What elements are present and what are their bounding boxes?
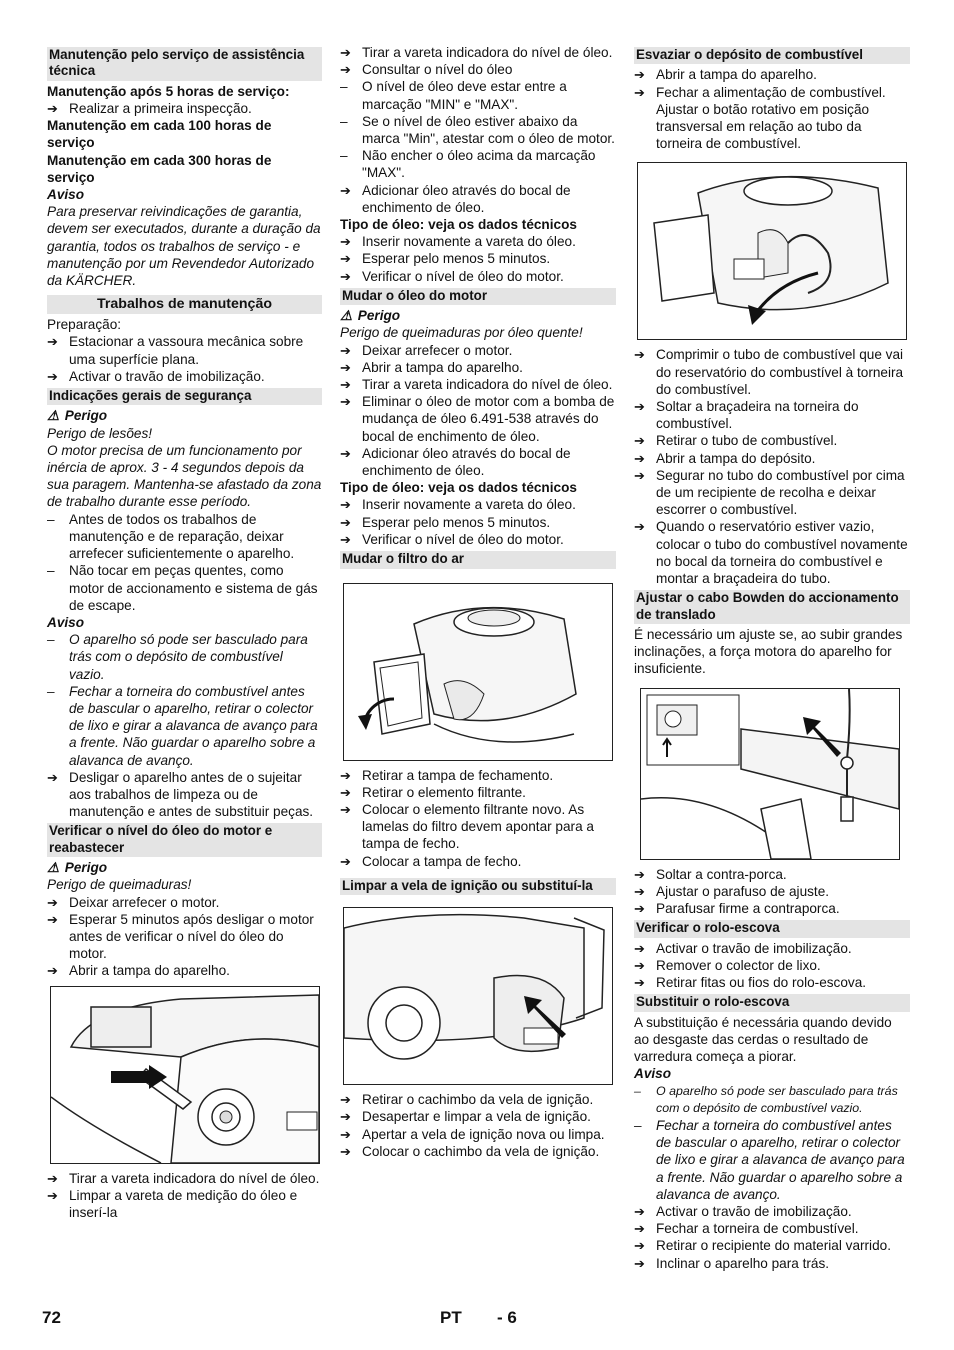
- arrow-icon: ➔: [340, 1126, 351, 1142]
- bullet: ➔ Segurar no tubo do combustível por cima de um recipiente de recolha e deixar escorrer o combustível.: [634, 467, 905, 518]
- danger-sub: Perigo de lesões!: [47, 425, 153, 441]
- notice-text: Para preservar reivindicações de garantia, devem ser executados, durante a duração da garantia, todos os trabalhos de serviço - e manutenção por um Revendedor Autorizado da KÄRCHER.: [47, 204, 321, 289]
- heading-maintenance-work: Trabalhos de manutenção: [47, 295, 322, 314]
- language-code: PT: [440, 1308, 462, 1327]
- bullet: ➔ Tirar a vareta indicadora do nível de óleo.: [340, 45, 613, 60]
- heading-spark-plug: Limpar a vela de ignição ou substituí-la: [340, 878, 616, 895]
- arrow-icon: ➔: [47, 1187, 58, 1203]
- bullet: ➔ Retirar o tubo de combustível.: [634, 433, 838, 449]
- heading-check-brush: Verificar o rolo-escova: [634, 920, 910, 937]
- subheading-oil-type: Tipo de óleo: veja os dados técnicos: [340, 217, 577, 233]
- column-3: [634, 44, 910, 1272]
- arrow-icon: ➔: [340, 234, 351, 250]
- arrow-icon: ➔: [634, 883, 645, 899]
- heading-bowden-cable: Ajustar o cabo Bowden do accionamento de translado: [634, 590, 910, 624]
- bullet: ➔ Retirar fitas ou fios do rolo-escova.: [634, 975, 867, 991]
- arrow-icon: ➔: [340, 342, 351, 358]
- bullet: ➔ Ajustar o parafuso de ajuste.: [634, 883, 830, 899]
- bowden-cable-illustration: [641, 689, 899, 859]
- bullet: ➔ Consultar o nível do óleo: [340, 62, 513, 78]
- dash-mark: –: [47, 632, 55, 648]
- bullet: ➔ Parafusar firme a contraporca.: [634, 901, 840, 917]
- dash-mark: –: [340, 113, 348, 129]
- bullet: ➔ Colocar o cachimbo da vela de ignição.: [340, 1143, 600, 1159]
- arrow-icon: ➔: [634, 450, 645, 466]
- bullet: ➔ Limpar a vareta de medição do óleo e inserí-la: [47, 1187, 298, 1220]
- bullet: ➔ Deixar arrefecer o motor.: [340, 342, 513, 358]
- arrow-icon: ➔: [634, 1203, 645, 1219]
- arrow-icon: ➔: [634, 347, 645, 363]
- arrow-icon: ➔: [340, 182, 351, 198]
- arrow-icon: ➔: [340, 394, 351, 410]
- bullet: ➔ Esperar 5 minutos após desligar o motor antes de verificar o nível do óleo do motor.: [47, 911, 314, 962]
- bullet: ➔ Retirar o recipiente do material varrido.: [634, 1238, 891, 1254]
- bullet: ➔ Retirar o cachimbo da vela de ignição.: [340, 1092, 594, 1108]
- dash-mark: –: [340, 148, 348, 164]
- arrow-icon: ➔: [340, 445, 351, 461]
- arrow-icon: ➔: [340, 45, 351, 60]
- arrow-icon: ➔: [47, 911, 58, 927]
- arrow-icon: ➔: [634, 84, 645, 100]
- bullet: ➔ Retirar o elemento filtrante.: [340, 784, 526, 800]
- arrow-icon: ➔: [340, 251, 351, 267]
- bowden-text: É necessário um ajuste se, ao subir grandes inclinações, a força motora do aparelho for insuficiente.: [634, 627, 903, 677]
- column-2: [340, 44, 616, 1160]
- sub-page-number: - 6: [497, 1308, 517, 1327]
- bullet: ➔ Remover o colector de lixo.: [634, 957, 821, 973]
- bullet: ➔ Tirar a vareta indicadora do nível de óleo.: [340, 377, 613, 393]
- arrow-icon: ➔: [634, 866, 645, 882]
- bullet: ➔ Esperar pelo menos 5 minutos.: [340, 514, 551, 530]
- heading-empty-tank: Esvaziar o depósito de combustível: [634, 47, 910, 64]
- dash-mark: –: [47, 511, 55, 527]
- heading-safety: Indicações gerais de segurança: [47, 388, 322, 405]
- bullet: ➔ Soltar a braçadeira na torneira do combustível.: [634, 399, 859, 432]
- subheading-100h: Manutenção em cada 100 horas de serviço: [47, 118, 272, 151]
- figure-air-filter: [343, 583, 613, 761]
- bullet: ➔ Abrir a tampa do aparelho.: [340, 359, 523, 375]
- heading-service: Manutenção pelo serviço de assistência técnica: [47, 47, 322, 81]
- danger-text: O motor precisa de um funcionamento por inércia de aprox. 3 - 4 segundos depois da sua paragem. Mantenha-se afastado da zona de trabalho durante esse período.: [47, 442, 322, 510]
- arrow-icon: ➔: [634, 433, 645, 449]
- bullet: ➔ Verificar o nível de óleo do motor.: [340, 531, 564, 547]
- arrow-icon: ➔: [340, 377, 351, 393]
- arrow-icon: ➔: [634, 975, 645, 991]
- dash-item: – Se o nível de óleo estiver abaixo da marca "Min", atestar com o óleo de motor.: [340, 113, 615, 147]
- bullet: ➔ Verificar o nível de óleo do motor.: [340, 268, 564, 284]
- bullet: ➔ Inserir novamente a vareta do óleo.: [340, 234, 576, 250]
- arrow-icon: ➔: [634, 399, 645, 415]
- engine-dipstick-illustration: [51, 987, 319, 1163]
- bullet: ➔ Adicionar óleo através do bocal de enchimento de óleo.: [340, 182, 571, 215]
- warning-icon: ⚠: [47, 860, 60, 876]
- arrow-icon: ➔: [634, 901, 645, 917]
- column-1: [47, 44, 322, 1221]
- subheading-oil-type: Tipo de óleo: veja os dados técnicos: [340, 480, 577, 496]
- arrow-icon: ➔: [340, 801, 351, 817]
- bullet: ➔ Colocar o elemento filtrante novo. As lamelas do filtro devem apontar para a tampa de fecho.: [340, 801, 594, 852]
- dash-item: – O aparelho só pode ser basculado para trás com o depósito de combustível vazio.: [47, 632, 308, 682]
- bullet: ➔ Inclinar o aparelho para trás.: [634, 1255, 830, 1271]
- dash-mark: –: [47, 683, 55, 699]
- arrow-icon: ➔: [340, 767, 351, 783]
- heading-oil-check: Verificar o nível do óleo do motor e reabastecer: [47, 823, 322, 857]
- danger-title: ⚠ Perigo: [340, 308, 401, 324]
- bullet: ➔ Desapertar e limpar a vela de ignição.: [340, 1109, 591, 1125]
- bullet: ➔ Activar o travão de imobilização.: [634, 1203, 852, 1219]
- arrow-icon: ➔: [340, 514, 351, 530]
- bullet: ➔ Comprimir o tubo de combustível que vai do reservatório do combustível à torneira do combustível.: [634, 347, 904, 397]
- arrow-icon: ➔: [47, 894, 58, 910]
- arrow-icon: ➔: [340, 62, 351, 78]
- bullet: ➔ Abrir a tampa do depósito.: [634, 450, 816, 466]
- replace-text: A substituição é necessária quando devido ao desgaste das cerdas o resultado de varredura começa a piorar.: [634, 1014, 892, 1065]
- bullet: ➔ Adicionar óleo através do bocal de enchimento de óleo.: [340, 445, 571, 479]
- danger-title: ⚠ Perigo: [47, 408, 108, 424]
- arrow-icon: ➔: [634, 1255, 645, 1271]
- arrow-icon: ➔: [634, 467, 645, 483]
- arrow-icon: ➔: [340, 784, 351, 800]
- figure-fuel-hose: [637, 162, 907, 340]
- arrow-icon: ➔: [634, 67, 645, 83]
- dash-mark: –: [340, 79, 348, 95]
- arrow-icon: ➔: [47, 769, 58, 785]
- page-number: 72: [42, 1308, 61, 1327]
- preparation-label: Preparação:: [47, 317, 122, 333]
- danger-title: ⚠ Perigo: [47, 860, 108, 876]
- warning-icon: ⚠: [47, 408, 60, 424]
- arrow-icon: ➔: [47, 1170, 58, 1186]
- danger-sub: Perigo de queimaduras por óleo quente!: [340, 325, 583, 341]
- arrow-icon: ➔: [340, 359, 351, 375]
- fuel-tank-illustration: [638, 163, 906, 339]
- bullet: ➔ Retirar a tampa de fechamento.: [340, 767, 554, 783]
- bullet: ➔ Desligar o aparelho antes de o sujeitar aos trabalhos de limpeza ou de manutenção e antes de substituir peças.: [47, 769, 314, 820]
- arrow-icon: ➔: [47, 334, 58, 350]
- bullet: ➔ Realizar a primeira inspecção.: [47, 101, 252, 117]
- arrow-icon: ➔: [634, 1238, 645, 1254]
- bullet: ➔ Abrir a tampa do aparelho.: [634, 67, 817, 83]
- danger-sub: Perigo de queimaduras!: [47, 877, 192, 893]
- arrow-icon: ➔: [634, 957, 645, 973]
- arrow-icon: ➔: [340, 853, 351, 869]
- dash-item: – Fechar a torneira do combustível antes de bascular o aparelho, retirar o colector de lixo e girar a alavanca de avanço para a frente. Não guardar o aparelho sobre a alavanca de avanço.: [634, 1117, 905, 1202]
- arrow-icon: ➔: [47, 963, 58, 979]
- warning-icon: ⚠: [340, 308, 353, 324]
- spark-plug-illustration: [344, 908, 612, 1084]
- dash-item: – Fechar a torneira do combustível antes de bascular o aparelho, retirar o colector de lixo e girar a alavanca de avanço para a frente. Não guardar o aparelho sobre a alavanca de avanço.: [47, 683, 318, 768]
- dash-item: – Antes de todos os trabalhos de manutenção e de reparação, deixar arrefecer suficientemente o aparelho.: [47, 511, 295, 562]
- arrow-icon: ➔: [634, 940, 645, 956]
- bullet: ➔ Estacionar a vassoura mecânica sobre uma superfície plana.: [47, 334, 304, 367]
- heading-replace-brush: Substituir o rolo-escova: [634, 994, 910, 1011]
- arrow-icon: ➔: [47, 101, 58, 117]
- arrow-icon: ➔: [340, 1143, 351, 1159]
- bullet: ➔ Activar o travão de imobilização.: [47, 368, 265, 384]
- bullet: ➔ Quando o reservatório estiver vazio, colocar o tubo do combustível novamente no bocal da torneira do combustível e montar a braçadeira do tubo.: [634, 519, 908, 587]
- dash-item: – O aparelho só pode ser basculado para trás com o depósito de combustível vazio.: [634, 1083, 898, 1115]
- arrow-icon: ➔: [340, 268, 351, 284]
- dash-mark: –: [634, 1083, 641, 1098]
- figure-oil-dipstick: [50, 986, 320, 1164]
- bullet: ➔ Tirar a vareta indicadora do nível de óleo.: [47, 1170, 320, 1186]
- figure-spark-plug: [343, 907, 613, 1085]
- heading-oil-change: Mudar o óleo do motor: [340, 288, 616, 305]
- air-filter-illustration: [344, 584, 612, 760]
- arrow-icon: ➔: [634, 519, 645, 535]
- dash-item: – Não tocar em peças quentes, como motor de accionamento e sistema de gás de escape.: [47, 563, 318, 613]
- bullet: ➔ Fechar a torneira de combustível.: [634, 1221, 859, 1237]
- arrow-icon: ➔: [340, 531, 351, 547]
- arrow-icon: ➔: [340, 1109, 351, 1125]
- bullet: ➔ Eliminar o óleo de motor com a bomba de mudança de óleo 6.491-538 através do bocal de enchimento de óleo.: [340, 394, 615, 444]
- bullet: ➔ Soltar a contra-porca.: [634, 866, 787, 882]
- bullet: ➔ Apertar a vela de ignição nova ou limpa.: [340, 1126, 605, 1142]
- bullet: ➔ Activar o travão de imobilização.: [634, 940, 852, 956]
- notice-title: Aviso: [47, 187, 85, 203]
- bullet: ➔ Abrir a tampa do aparelho.: [47, 963, 230, 979]
- bullet: ➔ Deixar arrefecer o motor.: [47, 894, 220, 910]
- dash-mark: –: [47, 563, 55, 579]
- subheading-5h: Manutenção após 5 horas de serviço:: [47, 83, 290, 99]
- bullet: ➔ Colocar a tampa de fecho.: [340, 853, 522, 869]
- notice-title: Aviso: [634, 1066, 672, 1082]
- arrow-icon: ➔: [634, 1221, 645, 1237]
- arrow-icon: ➔: [340, 1092, 351, 1108]
- arrow-icon: ➔: [47, 368, 58, 384]
- dash-mark: –: [634, 1117, 642, 1133]
- dash-item: – O nível de óleo deve estar entre a marcação "MIN" e "MAX".: [340, 79, 567, 112]
- notice-title: Aviso: [47, 614, 85, 630]
- bullet: ➔ Esperar pelo menos 5 minutos.: [340, 251, 551, 267]
- figure-bowden-cable: [640, 688, 900, 860]
- bullet: ➔ Inserir novamente a vareta do óleo.: [340, 497, 576, 513]
- arrow-icon: ➔: [340, 497, 351, 513]
- subheading-300h: Manutenção em cada 300 horas de serviço: [47, 152, 272, 185]
- dash-item: – Não encher o óleo acima da marcação "MAX".: [340, 148, 596, 181]
- heading-air-filter: Mudar o filtro do ar: [340, 551, 616, 568]
- bullet: ➔ Fechar a alimentação de combustível. Ajustar o botão rotativo em posição transversal em relação ao tubo da torneira de combustível.: [634, 84, 886, 152]
